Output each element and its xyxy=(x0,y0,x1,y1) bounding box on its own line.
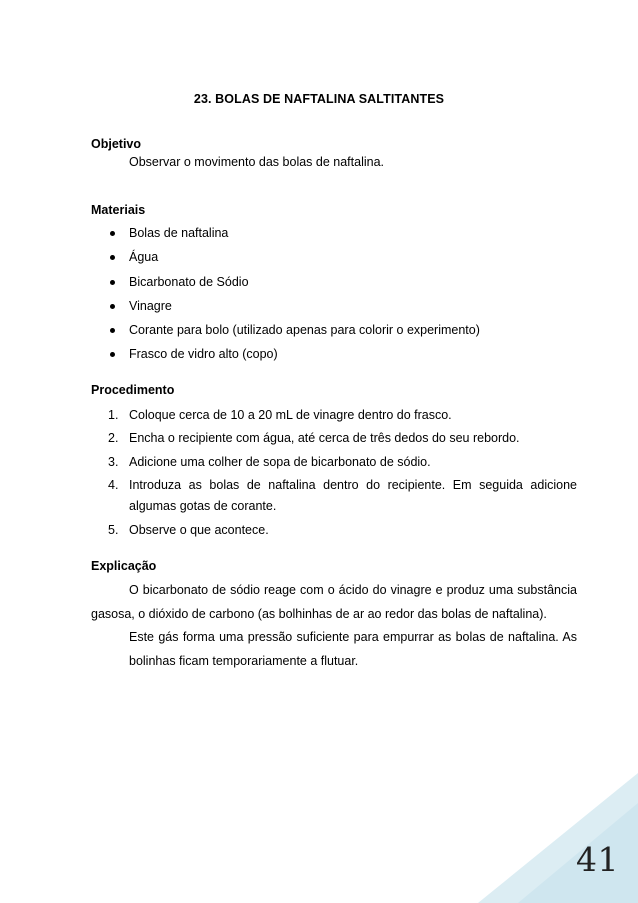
list-item xyxy=(91,294,480,318)
procedure-list xyxy=(91,405,577,543)
bullet-icon xyxy=(110,280,115,285)
list-item xyxy=(91,342,480,366)
document-title: 23. BOLAS DE NAFTALINA SALTITANTES xyxy=(193,92,445,106)
bullet-icon xyxy=(110,304,115,309)
explanation-paragraph: O bicarbonato de sódio reage com o ácido do vinagre e produz uma substância gasosa, o dióxido de carbono (as bolhinhas de ar ao redor das bolas de naftalina). xyxy=(91,583,577,621)
bullet-icon xyxy=(110,328,115,333)
bullet-icon xyxy=(110,231,115,236)
objetivo-text: Observar o movimento das bolas de naftalina. xyxy=(129,155,384,169)
bullet-icon xyxy=(110,352,115,357)
list-item xyxy=(91,452,577,473)
page-number: 41 xyxy=(576,840,619,879)
list-item xyxy=(91,318,480,342)
section-heading-explicacao: Explicação xyxy=(91,559,157,573)
explanation-paragraph: Este gás forma uma pressão suficiente para empurrar as bolas de naftalina. As bolinhas ficam temporariamente a flutuar. xyxy=(129,630,577,668)
material-label: Vinagre xyxy=(129,298,172,313)
material-label: Frasco de vidro alto (copo) xyxy=(129,347,278,362)
material-label: Bicarbonato de Sódio xyxy=(129,274,249,289)
material-label: Água xyxy=(129,250,159,265)
step-text: Observe o que acontece. xyxy=(129,522,269,537)
step-number: 3. xyxy=(108,454,119,469)
step-text: Encha o recipiente com água, até cerca de três dedos do seu rebordo. xyxy=(129,431,520,446)
step-text: Adicione uma colher de sopa de bicarbonato de sódio. xyxy=(129,454,431,469)
list-item xyxy=(91,475,577,517)
section-heading-objetivo: Objetivo xyxy=(91,137,142,151)
section-heading-materiais: Materiais xyxy=(91,203,146,217)
material-label: Corante para bolo (utilizado apenas para colorir o experimento) xyxy=(129,323,480,338)
material-label: Bolas de naftalina xyxy=(129,226,229,240)
materials-list xyxy=(91,221,480,367)
list-item xyxy=(91,405,577,426)
section-heading-procedimento: Procedimento xyxy=(91,383,175,397)
step-number: 2. xyxy=(108,431,119,446)
step-text: Introduza as bolas de naftalina dentro do recipiente. Em seguida adicione algumas gotas de corante. xyxy=(129,478,577,514)
list-item xyxy=(91,245,480,269)
bullet-icon xyxy=(110,255,115,260)
corner-decoration xyxy=(478,773,638,903)
step-number: 5. xyxy=(108,522,119,537)
list-item xyxy=(91,428,577,449)
explanation-body xyxy=(91,579,577,673)
list-item xyxy=(91,221,480,245)
list-item xyxy=(91,270,480,294)
step-number: 4. xyxy=(108,478,119,493)
list-item xyxy=(91,520,577,541)
step-text: Coloque cerca de 10 a 20 mL de vinagre dentro do frasco. xyxy=(129,408,452,422)
step-number: 1. xyxy=(108,408,119,422)
